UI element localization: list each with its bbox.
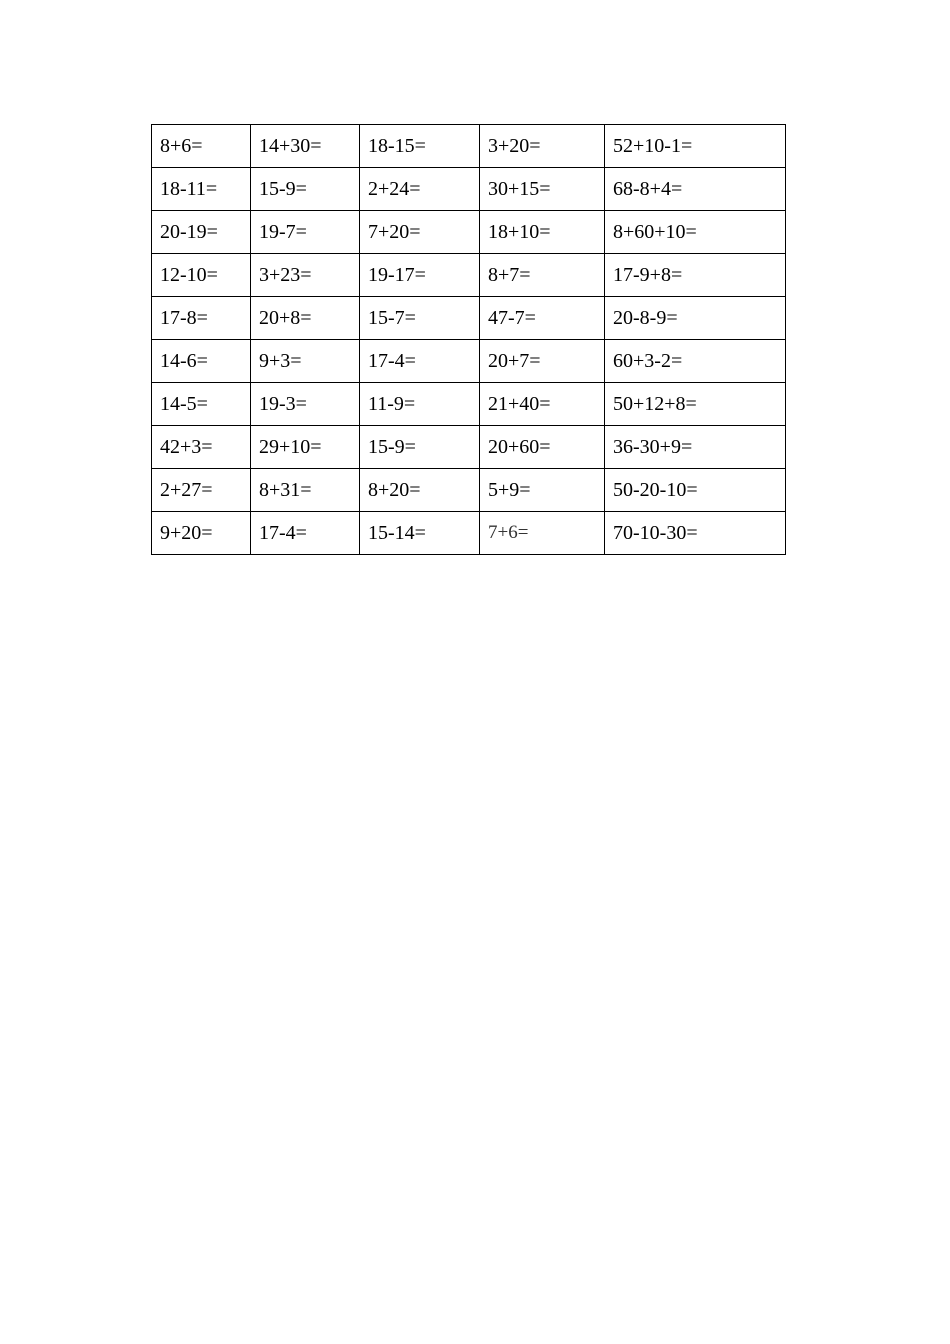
problem-cell: 3+20= [480,125,605,168]
problem-cell: 30+15= [480,168,605,211]
table-row [152,383,786,426]
problem-cell: 60+3-2= [605,340,786,383]
problem-cell: 29+10= [251,426,360,469]
problem-cell: 20-8-9= [605,297,786,340]
problem-cell: 8+20= [360,469,480,512]
problem-cell: 20+8= [251,297,360,340]
problem-cell: 11-9= [360,383,480,426]
table-row [152,426,786,469]
problem-cell: 3+23= [251,254,360,297]
problem-cell: 8+6= [152,125,251,168]
problem-cell: 20+60= [480,426,605,469]
problem-cell: 18-15= [360,125,480,168]
problem-cell: 47-7= [480,297,605,340]
table-row [152,168,786,211]
problem-cell: 18-11= [152,168,251,211]
problem-cell: 9+20= [152,512,251,555]
table-row [152,211,786,254]
problem-cell: 9+3= [251,340,360,383]
problem-cell: 42+3= [152,426,251,469]
problem-cell: 15-9= [251,168,360,211]
problem-cell: 50+12+8= [605,383,786,426]
table-row [152,125,786,168]
problem-cell: 50-20-10= [605,469,786,512]
problem-cell: 36-30+9= [605,426,786,469]
problem-cell: 7+20= [360,211,480,254]
problem-cell: 7+6= [480,512,605,555]
worksheet-body [152,125,786,555]
problem-cell: 2+24= [360,168,480,211]
problem-cell: 15-9= [360,426,480,469]
problem-cell: 21+40= [480,383,605,426]
problem-cell: 15-14= [360,512,480,555]
problem-cell: 17-4= [251,512,360,555]
problem-cell: 14-5= [152,383,251,426]
problem-cell: 20-19= [152,211,251,254]
table-row [152,469,786,512]
problem-cell: 17-8= [152,297,251,340]
problem-cell: 19-7= [251,211,360,254]
table-row [152,340,786,383]
problem-cell: 14+30= [251,125,360,168]
problem-cell: 2+27= [152,469,251,512]
problem-cell: 68-8+4= [605,168,786,211]
problem-cell: 5+9= [480,469,605,512]
table-row [152,254,786,297]
problem-cell: 14-6= [152,340,251,383]
problem-cell: 20+7= [480,340,605,383]
problem-cell: 8+60+10= [605,211,786,254]
problem-cell: 18+10= [480,211,605,254]
problem-cell: 70-10-30= [605,512,786,555]
arithmetic-worksheet-table [151,124,786,555]
problem-cell: 19-17= [360,254,480,297]
table-row [152,297,786,340]
problem-cell: 52+10-1= [605,125,786,168]
table-row [152,512,786,555]
problem-cell: 8+31= [251,469,360,512]
problem-cell: 17-9+8= [605,254,786,297]
problem-cell: 12-10= [152,254,251,297]
problem-cell: 15-7= [360,297,480,340]
problem-cell: 19-3= [251,383,360,426]
problem-cell: 17-4= [360,340,480,383]
problem-cell: 8+7= [480,254,605,297]
